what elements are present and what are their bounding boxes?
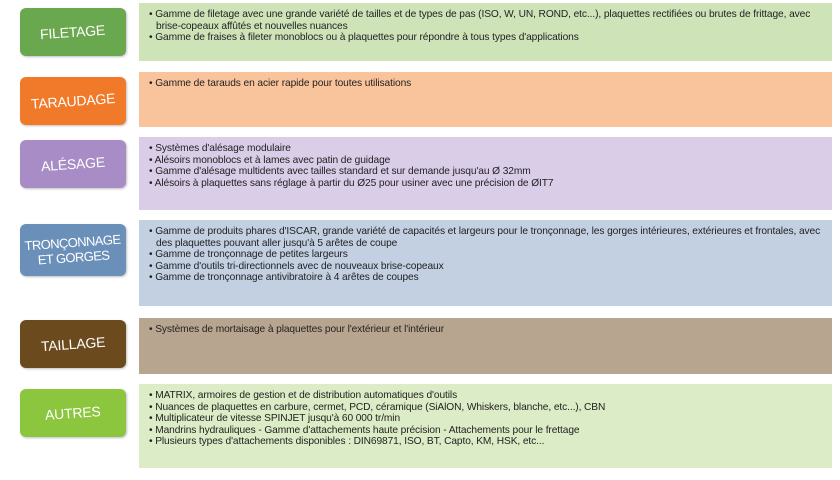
section-alesage [0, 137, 840, 210]
tag-filetage [20, 8, 126, 56]
tag-label: TAILLAGE [40, 333, 106, 354]
list-alesage [149, 143, 822, 189]
list-item: • Mandrins hydrauliques - Gamme d'attachements haute précision - Attachements pour le frettage [149, 425, 822, 437]
list-item: • Gamme de tarauds en acier rapide pour toutes utilisations [149, 78, 822, 90]
list-item: • Systèmes de mortaisage à plaquettes pour l'extérieur et l'intérieur [149, 324, 822, 336]
panel-taillage [139, 318, 832, 374]
list-item: • Gamme de filetage avec une grande variété de tailles et de types de pas (ISO, W, UN, ROND, etc...), plaquettes rectifiées ou brutes de frittage, avec brise-copeaux affûtés et nouvelles nuances [149, 9, 822, 32]
list-tronconnage [149, 226, 822, 284]
tag-label: ALÉSAGE [40, 153, 106, 174]
list-item: • Multiplicateur de vitesse SPINJET jusqu'à 60 000 tr/min [149, 413, 822, 425]
list-item: • Plusieurs types d'attachements disponibles : DIN69871, ISO, BT, Capto, KM, HSK, etc... [149, 436, 822, 448]
panel-taraudage [139, 72, 832, 127]
list-item: • Alésoirs à plaquettes sans réglage à partir du Ø25 pour usiner avec une précision de ØIT7 [149, 178, 822, 190]
list-item: • MATRIX, armoires de gestion et de distribution automatiques d'outils [149, 390, 822, 402]
list-item: • Gamme de tronçonnage de petites largeurs [149, 249, 822, 261]
panel-filetage [139, 3, 832, 61]
list-item: • Systèmes d'alésage modulaire [149, 143, 822, 155]
list-autres [149, 390, 822, 448]
list-taillage [149, 324, 822, 336]
panel-autres [139, 384, 832, 468]
list-filetage [149, 9, 822, 44]
panel-alesage [139, 137, 832, 210]
list-item: • Gamme d'outils tri-directionnels avec de nouveaux brise-copeaux [149, 261, 822, 273]
tag-label: FILETAGE [39, 21, 106, 42]
list-item: • Gamme de produits phares d'ISCAR, grande variété de capacités et largeurs pour le tronçonnage, les gorges intérieures, extérieures et frontales, avec des plaquettes pouvant aller jusqu'à 5 arêtes de coupe [149, 226, 822, 249]
tag-alesage [20, 140, 126, 188]
list-item: • Nuances de plaquettes en carbure, cermet, PCD, céramique (SiAlON, Whiskers, blanche, etc...), CBN [149, 402, 822, 414]
list-item: • Gamme d'alésage multidents avec tailles standard et sur demande jusqu'au Ø 32mm [149, 166, 822, 178]
section-taraudage [0, 72, 840, 127]
section-tronconnage [0, 220, 840, 306]
tag-taillage [20, 320, 126, 368]
section-taillage [0, 318, 840, 374]
section-filetage [0, 3, 840, 61]
tag-tronconnage [20, 224, 126, 276]
tag-label: AUTRES [44, 402, 102, 423]
tag-taraudage [20, 77, 126, 125]
section-autres [0, 384, 840, 468]
panel-tronconnage [139, 220, 832, 306]
list-taraudage [149, 78, 822, 90]
tag-autres [20, 389, 126, 437]
list-item: • Gamme de tronçonnage antivibratoire à 4 arêtes de coupes [149, 272, 822, 284]
list-item: • Alésoirs monoblocs et à lames avec patin de guidage [149, 155, 822, 167]
list-item: • Gamme de fraises à fileter monoblocs ou à plaquettes pour répondre à tous types d'applications [149, 32, 822, 44]
tag-label: TRONÇONNAGE ET GORGES [24, 231, 121, 268]
tag-label: TARAUDAGE [30, 89, 116, 112]
